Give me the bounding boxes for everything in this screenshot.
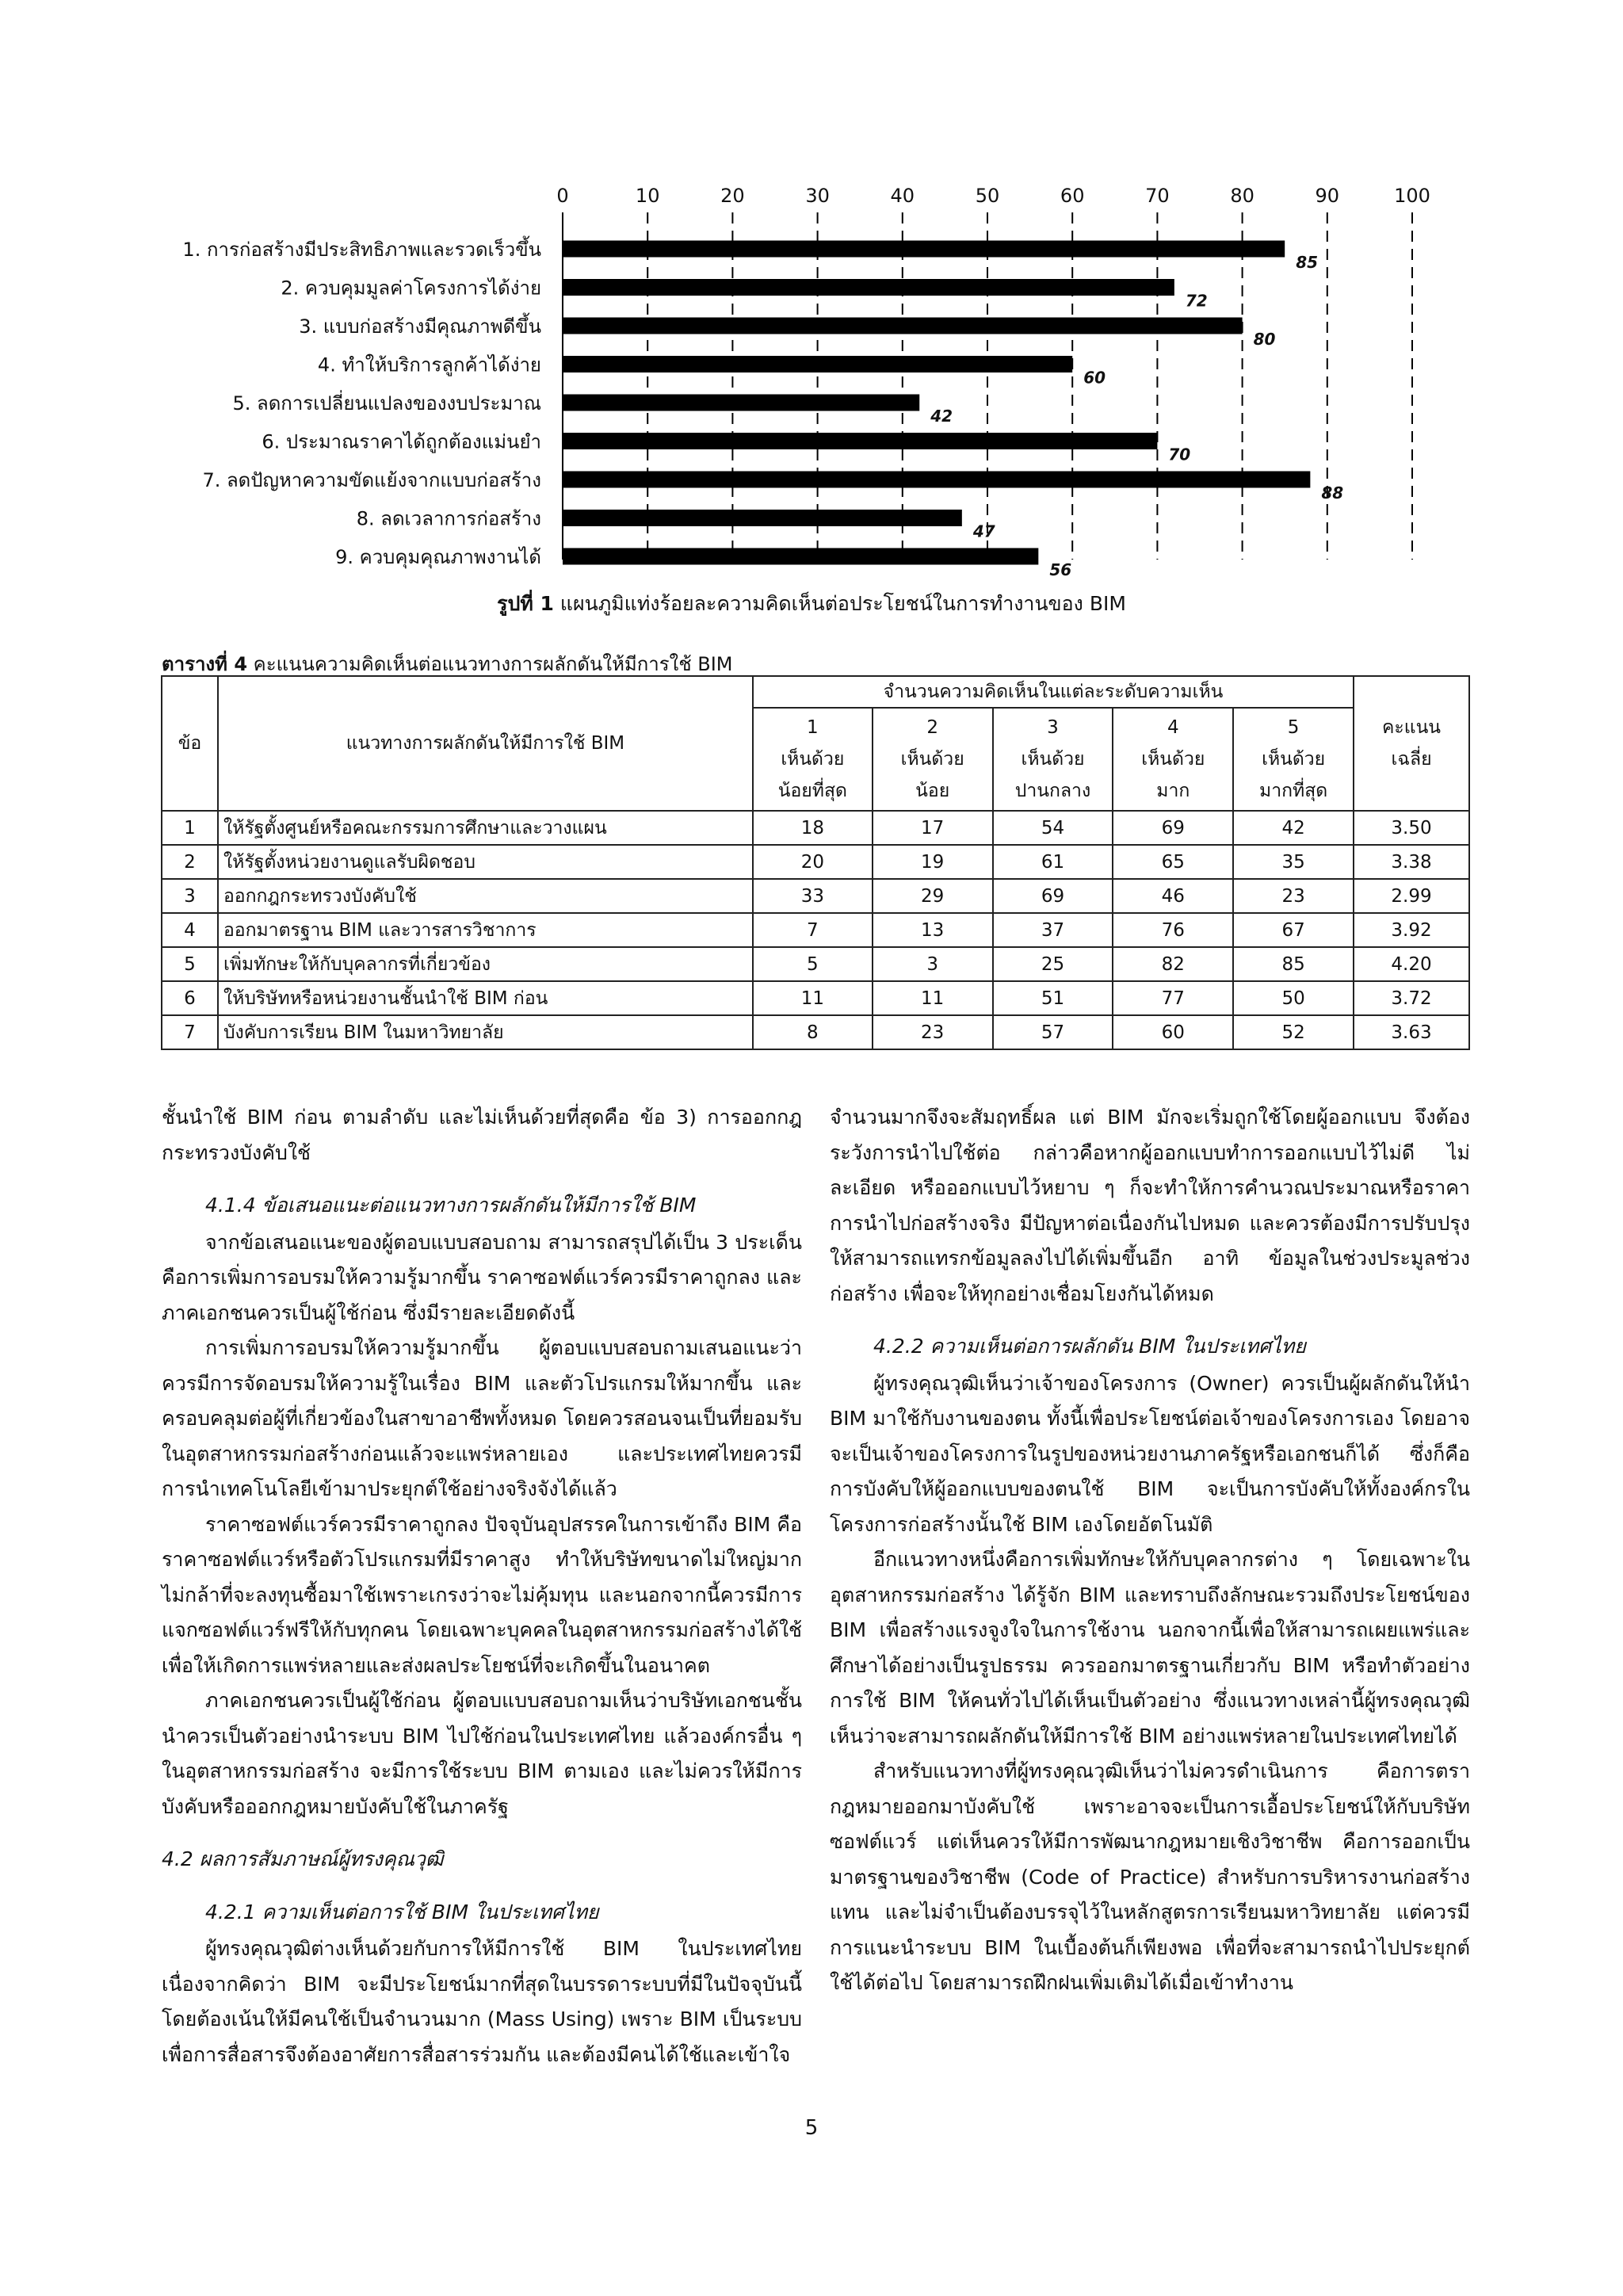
header-level-2 — [873, 708, 993, 811]
category-label: 9. ควบคุมคุณภาพงานได้ — [335, 546, 541, 568]
value-label: 60 — [1083, 368, 1106, 388]
row-count-2: 11 — [873, 981, 993, 1015]
row-count-2: 3 — [873, 947, 993, 981]
paragraph: ราคาซอฟต์แวร์ควรมีราคาถูกลง ปัจจุบันอุปสรรคในการเข้าถึง BIM คือราคาซอฟต์แวร์หรือตัวโปรแกรมที่มีราคาสูง ทำให้บริษัทขนาดไม่ใหญ่มากไม่กล้าที่จะลงทุนซื้อมาใช้เพราะเกรงว่าจะไม่คุ้มทุน และนอกจากนี้ควรมีการแจกซอฟต์แวร์ฟรีให้กับทุกคน โดยเฉพาะบุคคลในอุตสาหกรรมก่อสร้างได้ใช้ เพื่อให้เกิดการแพร่หลายและส่งผลประโยชน์ที่จะเกิดขึ้นในอนาคต — [162, 1512, 802, 1677]
table-row — [162, 811, 1469, 845]
row-approach: ให้บริษัทหรือหน่วยงานชั้นนำใช้ BIM ก่อน — [218, 981, 753, 1015]
section-heading: 4.2 ผลการสัมภาษณ์ผู้ทรงคุณวุฒิ — [162, 1847, 444, 1870]
row-count-1: 20 — [753, 845, 873, 879]
row-count-4: 82 — [1113, 947, 1233, 981]
table-title-label: ตารางที่ 4 — [162, 653, 248, 675]
paragraph: ภาคเอกชนควรเป็นผู้ใช้ก่อน ผู้ตอบแบบสอบถามเห็นว่าบริษัทเอกชนชั้นนำควรเป็นตัวอย่างนำระบบ BIM ไปใช้ก่อนในประเทศไทย แล้วองค์กรอื่น ๆ ในอุตสาหกรรมก่อสร้าง จะมีการใช้ระบบ BIM ตามเอง และไม่ควรให้มีการบังคับหรือออกกฎหมายบังคับใช้ในภาครัฐ — [162, 1689, 802, 1818]
row-average: 3.72 — [1354, 981, 1469, 1015]
value-label: 85 — [1296, 253, 1319, 272]
bar — [563, 395, 919, 411]
table-row — [162, 913, 1469, 947]
x-tick-label: 0 — [556, 185, 569, 207]
table-row — [162, 845, 1469, 879]
paragraph: อีกแนวทางหนึ่งคือการเพิ่มทักษะให้กับบุคลากรต่าง ๆ โดยเฉพาะในอุตสาหกรรมก่อสร้าง ได้รู้จัก BIM และทราบถึงลักษณะรวมถึงประโยชน์ของ BIM เพื่อสร้างแรงจูงใจในการใช้งาน นอกจากนี้เพื่อให้สามารถเผยแพร่และศึกษาได้อย่างเป็นรูปธรรม ควรออกมาตรฐานเกี่ยวกับ BIM หรือทำตัวอย่างการใช้ BIM ให้คนทั่วไปได้เห็นเป็นตัวอย่าง ซึ่งแนวทางเหล่านี้ผู้ทรงคุณวุฒิเห็นว่าจะสามารถผลักดันให้มีการใช้ BIM อย่างแพร่หลายในประเทศไทยได้ — [830, 1548, 1470, 1748]
header-average — [1354, 676, 1469, 811]
row-count-3: 37 — [993, 913, 1113, 947]
paragraph: จากข้อเสนอแนะของผู้ตอบแบบสอบถาม สามารถสรุปได้เป็น 3 ประเด็น คือการเพิ่มการอบรมให้ความรู้มากขึ้น ราคาซอฟต์แวร์ควรมีราคาถูกลง และภาคเอกชนควรเป็นผู้ใช้ก่อน ซึ่งมีรายละเอียดดังนี้ — [162, 1230, 802, 1324]
row-count-1: 11 — [753, 981, 873, 1015]
level-label: เห็นด้วย — [1141, 749, 1205, 770]
row-count-2: 13 — [873, 913, 993, 947]
x-tick-label: 30 — [805, 185, 830, 207]
category-label: 6. ประมาณราคาได้ถูกต้องแม่นยำ — [262, 430, 541, 453]
level-label: ปานกลาง — [1014, 781, 1091, 801]
row-count-3: 51 — [993, 981, 1113, 1015]
table-row — [162, 981, 1469, 1015]
row-count-4: 65 — [1113, 845, 1233, 879]
level-label: เห็นด้วย — [1262, 749, 1326, 770]
header-average-line: คะแนน — [1382, 717, 1442, 738]
row-count-4: 46 — [1113, 879, 1233, 913]
row-count-1: 18 — [753, 811, 873, 845]
row-average: 2.99 — [1354, 879, 1469, 913]
row-approach: บังคับการเรียน BIM ในมหาวิทยาลัย — [218, 1015, 753, 1049]
level-label: น้อยที่สุด — [777, 781, 847, 801]
level-number: 5 — [1287, 717, 1300, 738]
x-tick-label: 80 — [1230, 185, 1254, 207]
row-average: 4.20 — [1354, 947, 1469, 981]
header-average-line: เฉลี่ย — [1391, 749, 1432, 770]
paragraph: การเพิ่มการอบรมให้ความรู้มากขึ้น ผู้ตอบแบบสอบถามเสนอแนะว่าควรมีการจัดอบรมให้ความรู้ในเรื่อง BIM และตัวโปรแกรมให้มากขึ้น และครอบคลุมต่อผู้ที่เกี่ยวข้องในสาขาอาชีพทั้งหมด โดยควรสอนจนเป็นที่ยอมรับในอุตสาหกรรมก่อสร้างก่อนแล้วจะแพร่หลายเอง และประเทศไทยควรมีการนำเทคโนโลยีเข้ามาประยุกต์ใช้อย่างจริงจังได้แล้ว — [162, 1336, 802, 1500]
row-count-2: 19 — [873, 845, 993, 879]
bar — [563, 472, 1310, 488]
row-count-4: 76 — [1113, 913, 1233, 947]
row-average: 3.63 — [1354, 1015, 1469, 1049]
header-no: ข้อ — [162, 676, 218, 811]
row-count-5: 85 — [1233, 947, 1354, 981]
paragraph: ชั้นนำใช้ BIM ก่อน ตามลำดับ และไม่เห็นด้วยที่สุดคือ ข้อ 3) การออกกฎกระทรวงบังคับใช้ — [162, 1106, 802, 1164]
bar — [563, 548, 1038, 565]
row-count-4: 60 — [1113, 1015, 1233, 1049]
value-label: 80 — [1253, 330, 1276, 349]
section-heading: 4.2.2 ความเห็นต่อการผลักดัน BIM ในประเทศไทย — [873, 1335, 1306, 1358]
category-label: 7. ลดปัญหาความขัดแย้งจากแบบก่อสร้าง — [202, 469, 541, 491]
row-count-3: 25 — [993, 947, 1113, 981]
x-tick-label: 70 — [1145, 185, 1170, 207]
bar-chart — [0, 0, 1623, 586]
row-count-1: 7 — [753, 913, 873, 947]
right-column — [830, 1100, 1470, 2001]
row-average: 3.38 — [1354, 845, 1469, 879]
table-row — [162, 947, 1469, 981]
bar — [563, 318, 1243, 334]
category-label: 4. ทำให้บริการลูกค้าได้ง่าย — [317, 353, 541, 376]
row-count-1: 5 — [753, 947, 873, 981]
value-label: 47 — [972, 521, 995, 541]
row-approach: เพิ่มทักษะให้กับบุคลากรที่เกี่ยวข้อง — [218, 947, 753, 981]
paragraph: สำหรับแนวทางที่ผู้ทรงคุณวุฒิเห็นว่าไม่ควรดำเนินการ คือการตรากฎหมายออกมาบังคับใช้ เพราะอาจจะเป็นการเอื้อประโยชน์ให้กับบริษัทซอฟต์แวร์ แต่เห็นควรให้มีการพัฒนากฎหมายเชิงวิชาชีพ คือการออกเป็นมาตรฐานของวิชาชีพ (Code of Practice) สำหรับการบริหารงานก่อสร้างแทน และไม่จำเป็นต้องบรรจุไว้ในหลักสูตรการเรียนมหาวิทยาลัย แต่ควรมีการแนะนำระบบ BIM ในเบื้องต้นก็เพียงพอ เพื่อที่จะสามารถนำไปประยุกต์ใช้ได้ต่อไป โดยสามารถฝึกฝนเพิ่มเติมได้เมื่อเข้าทำงาน — [830, 1759, 1470, 1994]
table-row — [162, 1015, 1469, 1049]
x-tick-label: 50 — [975, 185, 1000, 207]
figure-caption — [0, 588, 1623, 620]
header-level-5 — [1233, 708, 1354, 811]
row-count-2: 29 — [873, 879, 993, 913]
row-no: 3 — [162, 879, 218, 913]
table-row — [162, 879, 1469, 913]
level-label: น้อย — [915, 781, 950, 801]
value-label: 88 — [1321, 483, 1344, 502]
row-count-4: 69 — [1113, 811, 1233, 845]
bar — [563, 279, 1174, 296]
row-no: 5 — [162, 947, 218, 981]
row-count-5: 67 — [1233, 913, 1354, 947]
row-count-3: 57 — [993, 1015, 1113, 1049]
value-label: 70 — [1168, 445, 1191, 464]
bar — [563, 433, 1157, 449]
row-count-5: 23 — [1233, 879, 1354, 913]
paragraph: ผู้ทรงคุณวุฒิเห็นว่าเจ้าของโครงการ (Owner) ควรเป็นผู้ผลักดันให้นำ BIM มาใช้กับงานของตน ทั้งนี้เพื่อประโยชน์ต่อเจ้าของโครงการเอง โดยอาจจะเป็นเจ้าของโครงการในรูปของหน่วยงานภาครัฐหรือเอกชนก็ได้ ซึ่งก็คือการบังคับให้ผู้ออกแบบของตนใช้ BIM จะเป็นการบังคับให้ทั้งองค์กรในโครงการก่อสร้างนั้นใช้ BIM เองโดยอัตโนมัติ — [830, 1371, 1470, 1536]
x-tick-label: 40 — [890, 185, 915, 207]
row-count-3: 54 — [993, 811, 1113, 845]
row-no: 1 — [162, 811, 218, 845]
value-label: 42 — [930, 407, 953, 426]
figure-caption-label: รูปที่ 1 — [497, 592, 554, 615]
level-number: 3 — [1047, 717, 1059, 738]
paragraph: จำนวนมากจึงจะสัมฤทธิ์ผล แต่ BIM มักจะเริ่มถูกใช้โดยผู้ออกแบบ จึงต้องระวังการนำไปใช้ต่อ กล่าวคือหากผู้ออกแบบทำการออกแบบไว้ไม่ดี ไม่ละเอียด หรือออกแบบไว้หยาบ ๆ ก็จะทำให้การคำนวณประมาณหรือราคาการนำไปก่อสร้างจริง มีปัญหาต่อเนื่องกันไปหมด และควรต้องมีการปรับปรุงให้สามารถแทรกข้อมูลลงไปได้เพิ่มขึ้นอีก อาทิ ข้อมูลในช่วงประมูลช่วงก่อสร้าง เพื่อจะให้ทุกอย่างเชื่อมโยงกันได้หมด — [830, 1106, 1470, 1305]
page-number: 5 — [804, 2116, 819, 2140]
row-approach: ให้รัฐตั้งหน่วยงานดูแลรับผิดชอบ — [218, 845, 753, 879]
row-count-1: 8 — [753, 1015, 873, 1049]
section-heading: 4.2.1 ความเห็นต่อการใช้ BIM ในประเทศไทย — [205, 1900, 599, 1924]
figure-caption-text: แผนภูมิแท่งร้อยละความคิดเห็นต่อประโยชน์ในการทำงานของ BIM — [553, 592, 1126, 615]
bar — [563, 356, 1072, 372]
x-tick-label: 100 — [1394, 185, 1430, 207]
row-count-5: 50 — [1233, 981, 1354, 1015]
header-level-group: จำนวนความคิดเห็นในแต่ละระดับความเห็น — [753, 676, 1354, 708]
row-count-5: 42 — [1233, 811, 1354, 845]
x-tick-label: 20 — [720, 185, 745, 207]
row-count-3: 69 — [993, 879, 1113, 913]
x-tick-label: 10 — [635, 185, 660, 207]
left-column — [162, 1100, 802, 2073]
level-label: เห็นด้วย — [900, 749, 964, 770]
header-level-4 — [1113, 708, 1233, 811]
level-label: มากที่สุด — [1259, 781, 1328, 801]
row-approach: ออกมาตรฐาน BIM และวารสารวิชาการ — [218, 913, 753, 947]
category-label: 8. ลดเวลาการก่อสร้าง — [356, 507, 541, 530]
bar — [563, 241, 1285, 258]
level-number: 2 — [926, 717, 938, 738]
row-count-3: 61 — [993, 845, 1113, 879]
row-no: 6 — [162, 981, 218, 1015]
table-title-text: คะแนนความคิดเห็นต่อแนวทางการผลักดันให้มีการใช้ BIM — [247, 653, 733, 675]
row-approach: ให้รัฐตั้งศูนย์หรือคณะกรรมการศึกษาและวางแผน — [218, 811, 753, 845]
row-average: 3.92 — [1354, 913, 1469, 947]
header-level-3 — [993, 708, 1113, 811]
level-label: เห็นด้วย — [1021, 749, 1085, 770]
row-approach: ออกกฎกระทรวงบังคับใช้ — [218, 879, 753, 913]
header-approach: แนวทางการผลักดันให้มีการใช้ BIM — [218, 676, 753, 811]
paragraph: ผู้ทรงคุณวุฒิต่างเห็นด้วยกับการให้มีการใช้ BIM ในประเทศไทย เนื่องจากคิดว่า BIM จะมีประโยชน์มากที่สุดในบรรดาระบบที่มีในปัจจุบันนี้ โดยต้องเน้นให้มีคนใช้เป็นจำนวนมาก (Mass Using) เพราะ BIM เป็นระบบเพื่อการสื่อสารจึงต้องอาศัยการสื่อสารร่วมกัน และต้องมีคนได้ใช้และเข้าใจ — [162, 1937, 802, 2066]
bar — [563, 510, 962, 526]
row-count-4: 77 — [1113, 981, 1233, 1015]
category-label: 1. การก่อสร้างมีประสิทธิภาพและรวดเร็วขึ้น — [182, 239, 541, 261]
row-count-2: 23 — [873, 1015, 993, 1049]
row-count-2: 17 — [873, 811, 993, 845]
row-count-5: 35 — [1233, 845, 1354, 879]
value-label: 56 — [1049, 560, 1072, 579]
value-label: 72 — [1185, 291, 1208, 311]
x-tick-label: 90 — [1315, 185, 1340, 207]
row-average: 3.50 — [1354, 811, 1469, 845]
category-label: 5. ลดการเปลี่ยนแปลงของงบประมาณ — [232, 392, 541, 415]
row-no: 7 — [162, 1015, 218, 1049]
section-heading: 4.1.4 ข้อเสนอแนะต่อแนวทางการผลักดันให้มีการใช้ BIM — [205, 1194, 697, 1217]
category-label: 3. แบบก่อสร้างมีคุณภาพดีขึ้น — [299, 315, 541, 338]
level-number: 1 — [807, 717, 819, 738]
row-count-1: 33 — [753, 879, 873, 913]
row-no: 2 — [162, 845, 218, 879]
row-count-5: 52 — [1233, 1015, 1354, 1049]
row-no: 4 — [162, 913, 218, 947]
level-label: เห็นด้วย — [781, 749, 845, 770]
header-level-1 — [753, 708, 873, 811]
x-tick-label: 60 — [1060, 185, 1085, 207]
opinion-table — [161, 675, 1470, 1050]
category-label: 2. ควบคุมมูลค่าโครงการได้ง่าย — [281, 277, 541, 300]
level-number: 4 — [1167, 717, 1179, 738]
level-label: มาก — [1156, 781, 1190, 801]
